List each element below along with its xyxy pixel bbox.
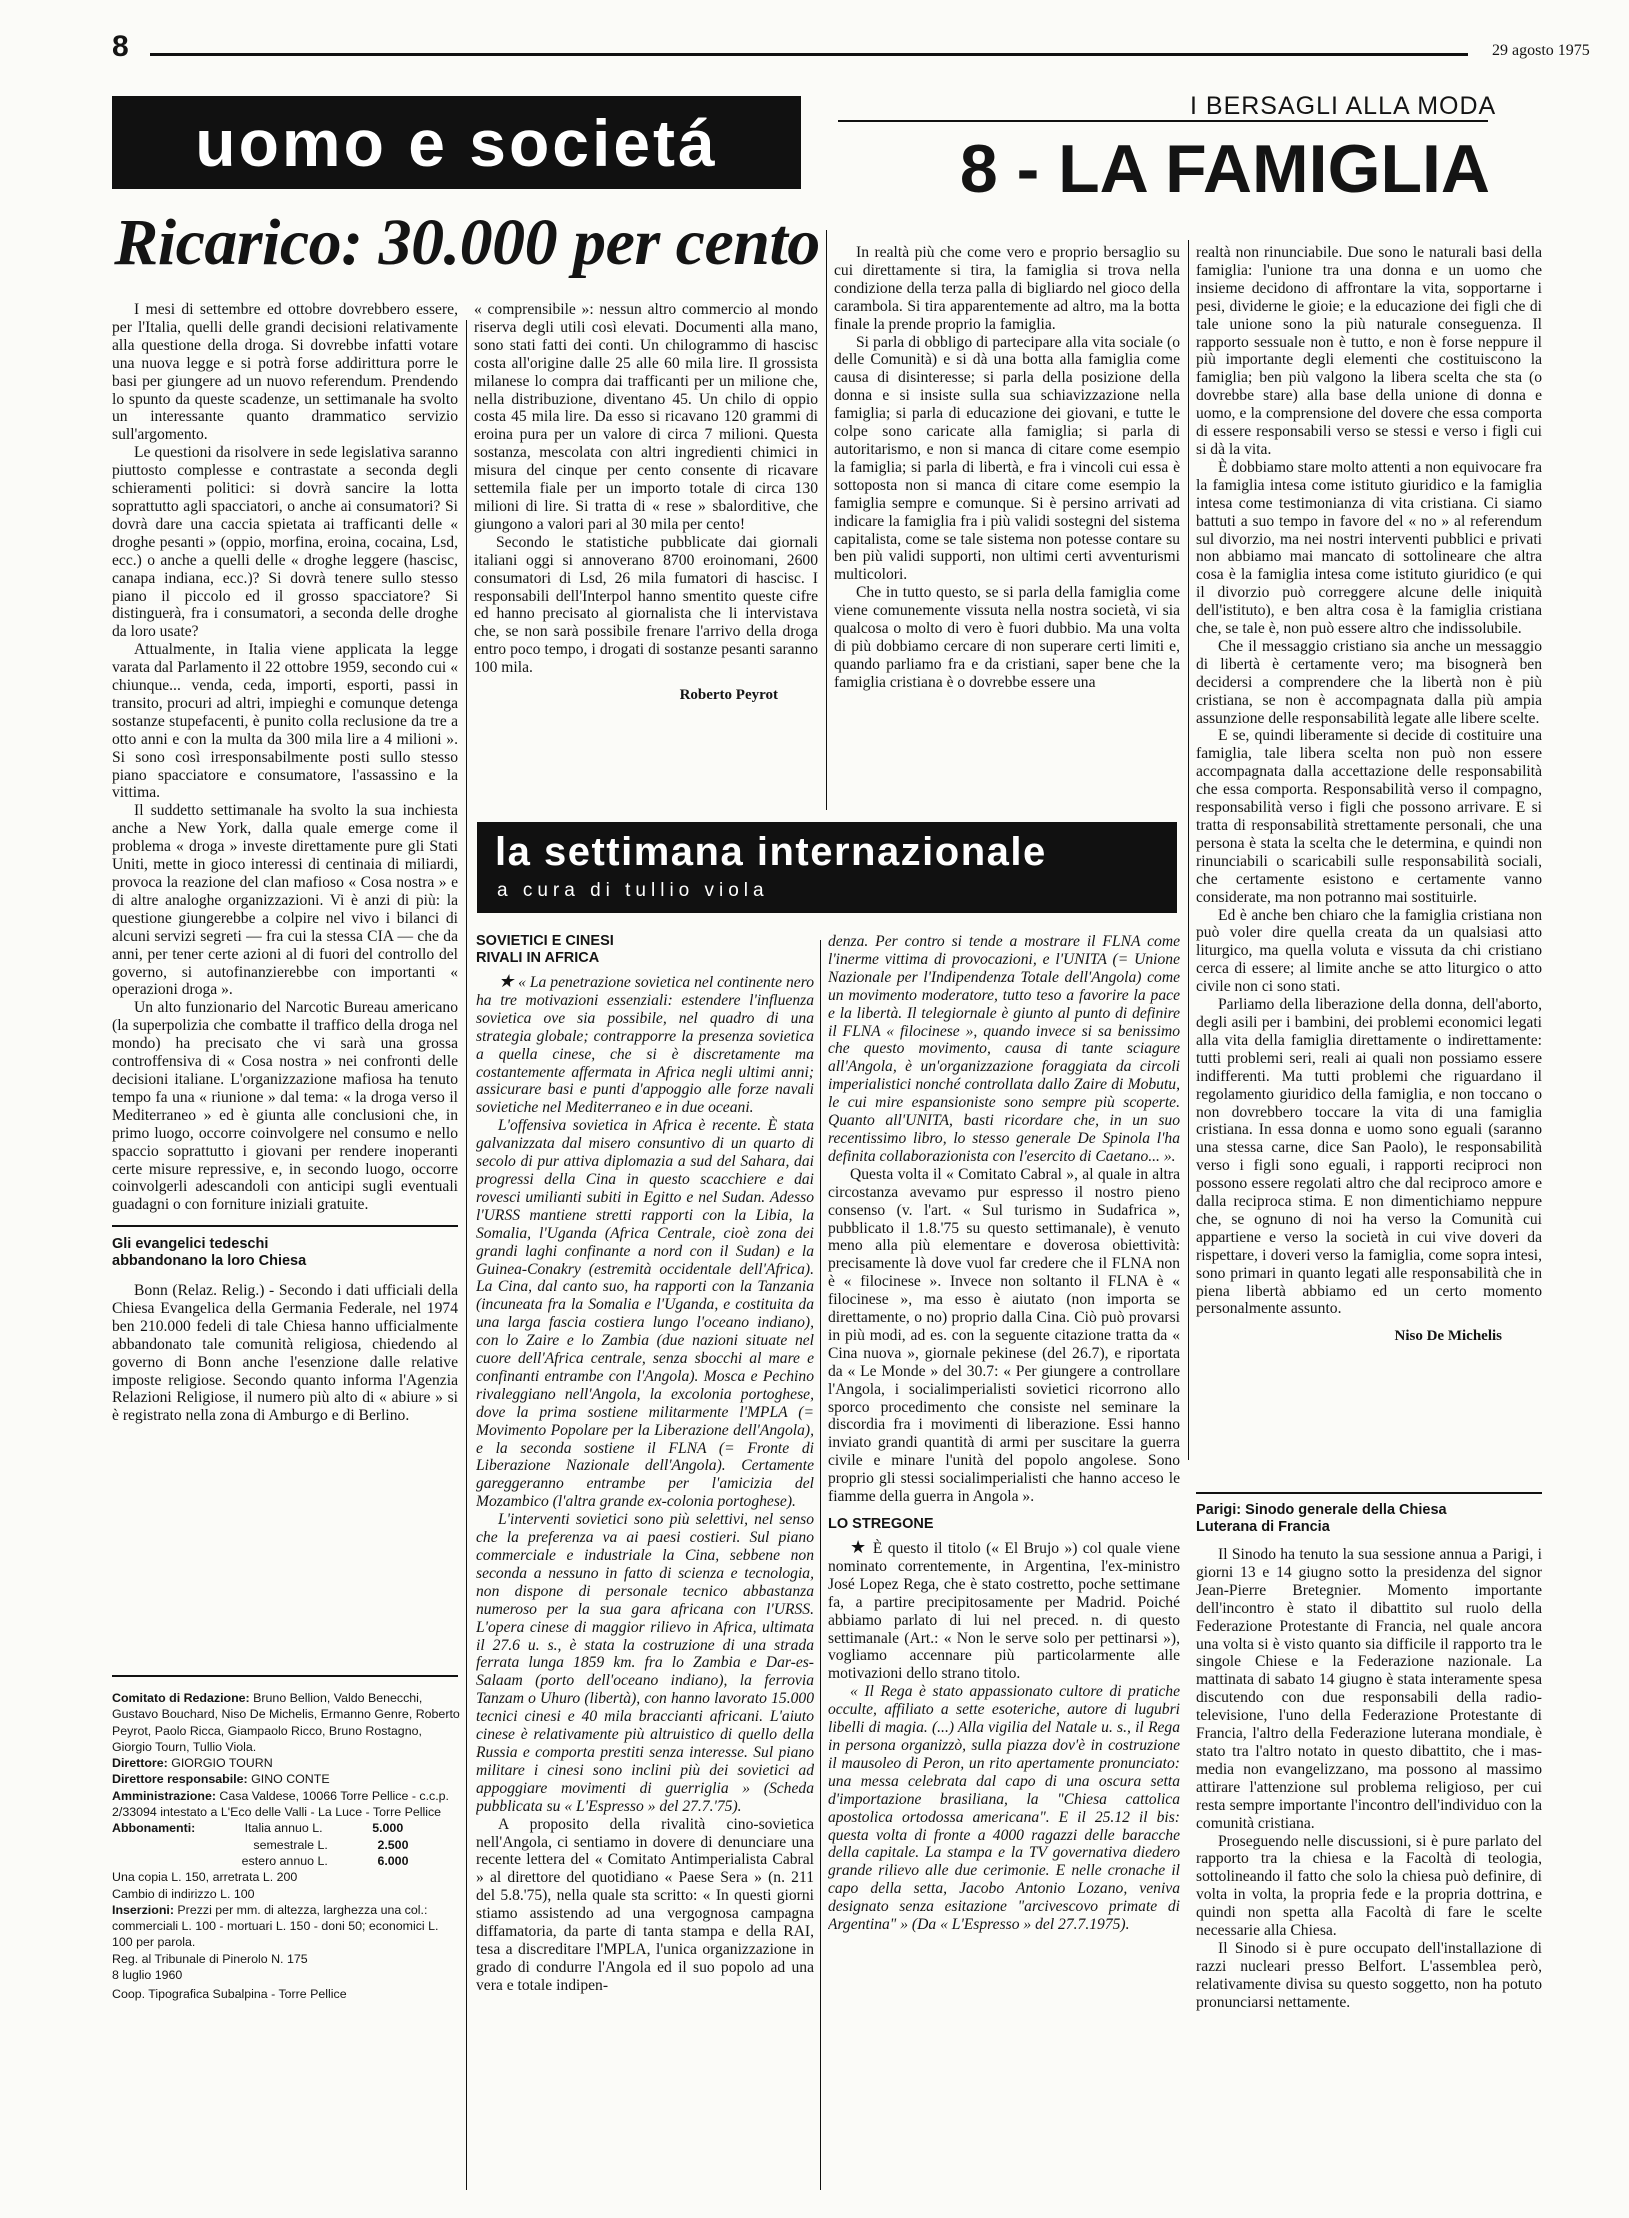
signature: Niso De Michelis (1394, 1328, 1502, 1345)
signature: Roberto Peyrot (679, 687, 778, 704)
credits-text: GINO CONTE (251, 1772, 330, 1787)
famiglia-column-1 (834, 244, 1180, 816)
column-rule (820, 940, 821, 2190)
paragraph: È questo il titolo (« El Brujo ») col quale viene nominato correntemente, in Argentina, l'ex-ministro José Lopez Rega, che è stato costretto, poche settimane fa, a partire precipitosamente per Madrid. Poiché abbiamo parlato di lui nel preced. n. di questo settimanale (Art.: « Non le serve solo per pettinarsi »), vogliamo accennare più particolarmente alle motivazioni dello strano titolo. (828, 1540, 1180, 1683)
credits-text: Coop. Tipografica Subalpina - Torre Pellice (112, 1987, 347, 2002)
credits-label: Comitato di Redazione: (112, 1691, 250, 1705)
paragraph: Che il messaggio cristiano sia anche un messaggio di libertà è certamente vero; ma bisognerà ben decidersi a comprendere che la libertà non è più cristiana, se non è accompagnata dalla più ampia assunzione delle responsabilità legate alle libere scelte. (1196, 637, 1542, 727)
credits-text: Bruno Bellion, Valdo Benecchi, Gustavo Bouchard, Niso De Michelis, Ermanno Genre, Roberto Peyrot, Paolo Ricca, Giampaolo Ricco, Bruno Rostagno, Giorgio Tourn, Tullio Viola. (112, 1691, 460, 1754)
paragraph: Questa volta il « Comitato Cabral », al quale in altra circostanza avevamo pur espresso il nostro pieno consenso (v. l'art. « Sul turismo in Sudafrica », pubblicato il 1.8.'75 su questo settimanale), è venuto meno alla più elementare e doverosa obiettività: precisamente là dove vuol far credere che il FLNA non è « filocinese ». Invece non soltanto il FLNA è « filocinese », ma esso è aiutato (non importa se direttamente, o no) proprio dalla Cina. Ciò può provarsi in più modi, ad es. con la seguente citazione tratta da « Cina nuova », giornale pekinese (del 26.7), e riportata da « Le Monde » del 30.7: « Per giungere a controllare l'Angola, i socialimperialisti sovietici ricorrono allo sporco procedimento che consiste nel seminare la discordia fra i movimenti di liberazione. Essi hanno inviato grandi quantità di armi per suscitare la guerra civile e minare l'unità del popolo angolese. Sono proprio gli stessi socialimperialisti che hanno acceso le fiamme della guerra in Angola ». (828, 1165, 1180, 1506)
abb-currency: L. (312, 1821, 323, 1836)
rubric-banner: uomo e societá (112, 96, 801, 189)
sinodo-title-line-2: Luterana di Francia (1196, 1519, 1330, 1535)
credits-label: Direttore responsabile: (112, 1772, 248, 1787)
paragraph: Il suddetto settimanale ha svolto la sua inchiesta anche a New York, dalla quale emerge come il problema « droga » investe direttamente pure gli Stati Uniti, mette in gioco interessi di centinaia di miliardi, provoca la reazione del clan mafioso « Cosa nostra » e di altre analoghe organizzazioni. Vi è anzi di più: la questione giungerebbe a colpire nel vivo i bilanci di alcuni servizi segreti — fra cui la stessa CIA — che da anni, per tener certe azioni al di fuori del controllo del governo, si autofinanzierebbe con importanti « operazioni droga ». (112, 802, 458, 999)
page-number: 8 (112, 30, 129, 63)
sinodo-title (1196, 1502, 1542, 1536)
ricarico-column-1 (112, 301, 458, 1213)
paragraph: Un alto funzionario del Narcotic Bureau americano (la superpolizia che combatte il traffico della droga nel mondo) ha precisato che vi sarà una grossa controffensiva di « Cosa nostra » nei confronti delle decisioni italiane. L'organizzazione mafiosa ha tenuto tempo fa una « riunione » dal tema: « la droga verso il Mediterraneo » ed è giunta alle conclusioni che, in primo luogo, occorre coinvolgere nel consumo e nello spaccio soprattutto i giovani per rendere inoperanti certe misure repressive, e, in secondo luogo, occorre coinvolgerli adescandoli con anticipi sugli eventuali guadagni o con forniture iniziali gratuite. (112, 999, 458, 1213)
ricarico-headline: Ricarico: 30.000 per cento (114, 206, 820, 279)
settimana-column-1 (476, 933, 814, 2195)
paragraph: Parliamo della liberazione della donna, dell'aborto, degli asili per i bambini, dei problemi economici legati alla vita della famiglia direttamente o indirettamente: tutti problemi seri, reali ai quali non possiamo essere indifferenti. Ma tutti problemi che riguardano il regolamento giuridico della famiglia, e non toccano o non dovrebbero toccare la vita di una famiglia cristiana. In essa donna e uomo sono eguali (saranno una stessa carne, dice San Paolo), le responsabilità verso i figli sono eguali, i rapporti reciproci non possono essere regolati altro che dal reciproco amore e dalla reciproca stima. E non dimentichiamo neppure che, se ognuno di noi ha verso la Comunità cui appartiene e verso la società in cui vive doveri da rispettare, i doveri verso la famiglia, come sopra intesi, sono primari in quanto legati alle responsabilità che in piena libertà abbiamo ed un certo momento personalmente assunto. (1196, 996, 1542, 1318)
paragraph: Le questioni da risolvere in sede legislativa saranno piuttosto complesse e contrastate a seconda degli schieramenti politici: si dovrà sancire la lotta soprattutto agli spacciatori, o anche ai consumatori? Si dovrà dare una caccia spietata ai trafficanti delle « droghe pesanti » (oppio, morfina, eroina, cocaina, Lsd, ecc.) o anche a quelli delle « droghe leggere (hascisc, canapa indiana, ecc.)? Si dovrà tenere sullo stesso piano il piccolo ed il grosso spacciatore? Si distinguerà, fra i consumatori, a seconda delle droghe da loro usate? (112, 444, 458, 641)
abb-amount: 5.000 (372, 1821, 404, 1836)
paragraph: A proposito della rivalità cino-sovietica nell'Angola, ci sentiamo in dovere di denunciare una recente lettera del « Comitato Antimperialista Cabral » al direttore del quotidiano « Paese Sera » (n. 211 del 5.8.'75), nella quale sta scritto: « In questi giorni stiamo assistendo ad una vergognosa campagna diffamatoria, da parte di tanta stampa e della RAI, tesa a discreditare l'MPLA, l'unica organizzazione in grado di condurre l'Angola ed il suo popolo ad una vera e totale indipen- (476, 1815, 814, 1994)
paragraph: È dobbiamo stare molto attenti a non equivocare fra la famiglia intesa come istituto giuridico e la famiglia intesa come testimonianza di vita cristiana. Ci siamo battuti a suo tempo in favore del « no » al referendum sul divorzio, ma nei nostri interventi pubblici e privati non abbiamo mai mancato di sottolineare che altra cosa è la famiglia intesa come istituto giuridico (e qui il divorzio può correggere alcune delle iniquità dell'istituto), e ben altra cosa è la famiglia cristiana che, se tale è, non può essere altro che indissolubile. (1196, 458, 1542, 638)
section-rule (1196, 1492, 1542, 1494)
credits-box (112, 1690, 462, 2003)
credits-rule (112, 1675, 458, 1677)
credits-text: Cambio di indirizzo L. 100 (112, 1886, 255, 1901)
credits-text: Casa Valdese, 10066 Torre Pellice - c.c.p. 2/33094 intestato a L'Eco delle Valli - La Luce - Torre Pellice (112, 1788, 449, 1820)
column-rule (466, 320, 467, 2190)
paragraph: Secondo le statistiche pubblicate dai giornali italiani oggi si annoverano 8700 eroinomani, 2600 consumatori di Lsd, 26 mila fumatori di hascisc. I responsabili dell'Interpol hanno smentito queste cifre ed hanno precisato al giornalista che li intervistava che, se non sarà possibile frenare l'arrivo della droga entro poco tempo, i drogati di sostanze pesanti saranno 100 mila. (474, 533, 818, 677)
paragraph: « Il Rega è stato appassionato cultore di pratiche occulte, affiliato a sette esoteriche, autore di lugubri libelli di magia. (...) Alla vigilia del Natale u. s., il Rega in persona organizzò, sulla piazza dov'è in costruzione il mausoleo di Peron, un rito apertamente pronunciato: una messa celebrata dal capo di una oscura setta d'importazione brasiliana, la "Chiesa cattolica apostolica ortodossa americana". E il 25.12 il bis: questa volta di fronte a 4000 ragazzi delle baracche della capitale. La stampa e la TV governativa diedero grande rilievo alle due cerimonie. E nelle cronache il capo della setta, Jacobo Antonio Lozano, veniva designato senza esitazione "arcivescovo primate di Argentina" » (Da « L'Espresso » del 27.7.1975). (828, 1683, 1180, 1934)
paragraph: denza. Per contro si tende a mostrare il FLNA come l'inerme vittima di provocazioni, e l'UNITA (= Unione Nazionale per l'Indipendenza Totale dell'Angola) come un movimento moderatore, tutto teso a favorire la pace e la libertà. Il telegiornale è giunto al punto di definire il FLNA « filocinese », quando invece si sa benissimo che questo movimento, causa di tante sciagure all'Angola, è un'organizzazione foraggiata da circoli imperialistici nonché controllata dallo Zaire di Mobutu, le cui mire espansioniste sono sempre più scoperte. Quanto all'UNITA, basti ricordare che, in un suo recentissimo libro, lo stesso generale De Spinola l'ha definita collaborazionista con l'esercito di Caetano... ». (828, 933, 1180, 1165)
paragraph: Che in tutto questo, se si parla della famiglia come viene comunemente vissuta nella nostra società, vi sia qualcosa o molto di vero è fuori dubbio. Ma una volta di più dobbiamo cercare di non superare certi limiti e, quando parliamo fra e da cristiani, saper bene che la famiglia cristiana è o dovrebbe essere una (834, 584, 1180, 691)
paragraph: E se, quindi liberamente si decide di costituire una famiglia, tale libera scelta non può non essere accompagnata dalla accettazione delle responsabilità che essa comporta. Responsabilità verso il compagno, responsabilità verso i figli che possono arrivare. E si tratta di responsabilità strettamente personali, che una persona è stata la scelta che le determina, e quindi non rinunciabili o scaricabili sulle responsabilità sociali, che certamente esistono e certamente vanno considerate, ma non potranno mai sostituirle. (1196, 727, 1542, 906)
sovietici-headline-line-2: RIVALI IN AFRICA (476, 950, 600, 966)
ricarico-column-2 (474, 301, 818, 801)
paragraph: Ed è anche ben chiaro che la famiglia cristiana non può voler dire quella creata da un qualsiasi atto liturgico, ma quella voluta e vissuta da chi cristiano cerca di essere; al limite anche se atto liturgico o atto civile non ci sono stati. (1196, 906, 1542, 996)
credits-label: Abbonamenti: (112, 1821, 196, 1836)
credits-text: Prezzi per mm. di altezza, larghezza una col.: commerciali L. 100 - mortuari L. 150 - doni 50; economici L. 100 per parola. (112, 1902, 439, 1950)
paragraph: L'offensiva sovietica in Africa è recente. È stata galvanizzata dal misero consuntivo di un quarto di secolo di pur attiva diplomazia a sud del Sahara, dai progressi della Cina in questo scacchiere e dai rovesci umilianti subiti in Egitto e nel Sudan. Adesso l'URSS mantiene stretti rapporti con la Libia, la Somalia, l'Uganda (Africa Centrale, cioè zona dei grandi laghi confinante a nord con il Sudan) e la Guinea-Conakry (estremità occidentale dell'Africa). La Cina, dal canto suo, ha rapporti con la Tanzania (incuneata fra la Somalia e l'Uganda, e costituita da una larga fascia costiera lungo l'oceano indiano), con lo Zaire e lo Zambia (due nazioni situate nel cuore dell'Africa centrale, senza sbocchi al mare e confinanti entrambe con l'Angola). Mosca e Pechino rivaleggiano nell'Angola, la excolonia portoghese, dove la prima sostiene militarmente l'MPLA (= Movimento Popolare per la Liberazione dell'Angola), e la seconda sostiene il FLNA (= Fronte di Liberazione Nazionale dell'Angola). Certamente gareggeranno entrambe per l'amicizia del Mozambico (l'altra grande ex-colonia portoghese). (476, 1117, 814, 1511)
abb-label: estero annuo (241, 1853, 314, 1868)
paragraph: Bonn (Relaz. Relig.) - Secondo i dati ufficiali della Chiesa Evangelica della Germania Federale, nel 1974 ben 210.000 fedeli di tale Chiesa hanno ufficialmente abbandonato tale comunità religiosa, chiedendo al governo di Bonn anche l'esenzione dalle relative imposte religiose. Secondo quanto informa l'Agenzia Relazioni Religiose, il numero più alto di « abiure » si è registrato nella zona di Amburgo e di Berlino. (112, 1282, 458, 1425)
credits-label: Amministrazione: (112, 1788, 216, 1803)
paragraph: Il Sinodo ha tenuto la sua sessione annua a Parigi, i giorni 13 e 14 giugno sotto la presidenza del signor Jean-Pierre Bretegnier. Momento importante dell'incontro è stato il dibattito sul ruolo della Federazione Protestante di Francia, nel quale ancora una volta si è visto quanto sia difficile il rapporto tra le singole Chiese e la Federazione nazionale. La mattinata di sabato 14 giugno è stata interamente spesa discutendo con due responsabili della radio-televisione, l'uno della Federazione Protestante di Francia, l'altro della Federazione luterana mondiale, è stato tra l'altro notato in questo dibattito, che i mas-media non evangelizzano, ma possono al massimo attirare l'attenzione sul problema religioso, per cui resta sempre importante l'incontro dell'individuo con la comunità cristiana. (1196, 1546, 1542, 1832)
star-icon: ★ (498, 971, 515, 991)
credits-text: 8 luglio 1960 (112, 1968, 183, 1983)
abb-currency: L. (317, 1837, 328, 1852)
evangelici-title-line-1: Gli evangelici tedeschi (112, 1236, 269, 1252)
star-icon: ★ (850, 1537, 868, 1557)
credits-text: Reg. al Tribunale di Pinerolo N. 175 (112, 1951, 308, 1966)
paragraph: Attualmente, in Italia viene applicata la legge varata dal Parlamento il 22 ottobre 1959, secondo cui « chiunque... venda, ceda, importi, esporti, passi in transito, procuri ad altri, impieghi e comunque detenga sostanze stupefacenti, è punito colla reclusione da tre a otto anni e con la multa da 300 mila lire a 4 milioni ». Si sono così irresponsabilmente posti sullo stesso piano spacciatore e consumatore, l'assassino e la vittima. (112, 641, 458, 802)
abb-currency: L. (317, 1853, 328, 1868)
sovietici-headline-line-1: SOVIETICI E CINESI (476, 933, 614, 949)
credits-text: GIORGIO TOURN (171, 1756, 273, 1771)
header-rule (150, 53, 1468, 56)
famiglia-top-rule (838, 120, 1488, 122)
settimana-banner (477, 822, 1177, 913)
column-rule (826, 230, 827, 810)
page-date: 29 agosto 1975 (1492, 42, 1590, 59)
paragraph: « comprensibile »: nessun altro commercio al mondo riserva degli utili così elevati. Documenti alla mano, sono stati fatti dei conti. Un chilogrammo di hascisc costa all'origine dalle 25 alle 60 mila lire. Il grossista milanese lo compra dai trafficanti per un milione che, nella distribuzione, diventano 45. Un chilo di oppio costa 45 mila lire. Da esso si ricavano 120 grammi di eroina pura per un valore di circa 7 milioni. Questa sostanza, mescolata con altri ingredienti chimici in misura del cinque per cento consente di ricavare settemila fiale per un importo totale di circa 130 milioni di lire. Si tratta di « rese » sbalorditive, che giungono a valori pari al 30 mila per cento! (474, 301, 818, 533)
settimana-subtitle: a cura di tullio viola (497, 880, 769, 901)
paragraph: realtà non rinunciabile. Due sono le naturali basi della famiglia: l'unione tra una donna e un uomo che insieme decidono di affrontare la vita, sopportarne i pesi, dividerne le gioie; e la educazione dei figli che di tale unione sono la più naturale conseguenza. Il rapporto sessuale non è tutto, e non è forse neppure il più importante degli elementi che costituiscono la famiglia; ben più valgono la libera scelta che sta (o dovrebbe stare) alla base della unione di donna e uomo, e la comprensione del dovere che essa comporta di essere responsabili verso se stessi e verso i figli cui si dà la vita. (1196, 244, 1542, 458)
sinodo-article (1196, 1502, 1542, 2202)
abb-amount: 6.000 (377, 1853, 409, 1868)
settimana-title: la settimana internazionale (495, 830, 1047, 874)
paragraph: Proseguendo nelle discussioni, si è pure parlato del rapporto tra la chiesa e la Facoltà di teologia, sottolineando il fatto che solo la chiesa può definire, di volta in volta, la propria fede e la propria dottrina, e quindi non spetta alla Facoltà di fare le scelte necessarie alla Chiesa. (1196, 1832, 1542, 1940)
evangelici-title (112, 1236, 458, 1270)
evangelici-title-line-2: abbandonano la loro Chiesa (112, 1253, 307, 1269)
famiglia-title: 8 - LA FAMIGLIA (959, 131, 1490, 207)
stregone-headline: LO STREGONE (828, 1516, 934, 1532)
settimana-column-2 (828, 933, 1180, 2195)
sovietici-headline (476, 933, 814, 967)
sinodo-title-line-1: Parigi: Sinodo generale della Chiesa (1196, 1502, 1447, 1518)
paragraph: In realtà più che come vero e proprio bersaglio su cui direttamente si tira, la famiglia si trova nella condizione della terza palla di bigliardo nel gioco della carambola. Si tira apparentemente ad altro, ma la botta finale la prende proprio la famiglia. (834, 244, 1180, 333)
column-rule (1188, 240, 1189, 1460)
section-rule (112, 1225, 458, 1227)
famiglia-kicker: I BERSAGLI ALLA MODA (1190, 92, 1497, 120)
paragraph: « La penetrazione sovietica nel continente nero ha tre motivazioni essenziali: estendere l'influenza sovietica ove sia possibile, nel quadro di una strategia globale; contrapporre la presenza sovietica a quella cinese, che si è discretamente ma costantemente affermata in Africa negli ultimi anni; assicurare basi e punti d'appoggio alle forze navali sovietiche nel Mediterraneo e in due oceani. (476, 974, 814, 1117)
paragraph: I mesi di settembre ed ottobre dovrebbero essere, per l'Italia, quelli delle grandi decisioni relativamente alla questione della droga. Si dovrebbe infatti votare una nuova legge e si potrà forse addirittura porre le basi per giungere ad un nuovo referendum. Prendendo lo spunto da queste scadenze, un settimanale ha svolto un interessante quanto drammatico servizio sull'argomento. (112, 301, 458, 444)
paragraph: L'interventi sovietici sono più selettivi, nel senso che la preferenza va ai paesi costieri. Sul piano commerciale e industriale la Cina, sebbene non seconda a nessuno in fatto di scienza e tecnologia, non dispone di personale tecnico abbastanza numeroso per la sua gara africana con l'URSS. L'opera cinese di maggior rilievo in Africa, ultimata il 27.6 u. s., è stata la costruzione di una strada ferrata lunga 1859 km. fra lo Zambia e Dar-es-Salaam (porto dell'oceano indiano), la ferrovia Tanzam o Uhuro (libertà), con hanno lavorato 15.000 tecnici cinesi e 40 mila braccianti africani. L'aiuto cinese è relativamente più altruistico di quello della Russia e comporta prestiti senza interesse. Sul piano militare i cinesi sono inclini più dei sovietici ad appoggiare movimenti di guerriglia » (Scheda pubblicata su « L'Espresso » del 27.7.'75). (476, 1511, 814, 1815)
evangelici-article (112, 1236, 458, 1656)
paragraph: Si parla di obbligo di partecipare alla vita sociale (o delle Comunità) e si dà una botta alla famiglia come causa di disinteresse; si parla della posizione della donna e si insiste sulla sua schiavizzazione nella famiglia; si parla di educazione dei giovani, e tutte le colpe sono caricate alla famiglia; si parla di autoritarismo, e non si manca di citare come esempio la famiglia; si parla di libertà, e fra i vincoli cui essa è sottoposta non si manca di citare come esempio la famiglia sempre e comunque. Si è persino arrivati ad indicare la famiglia fra i più validi sostegni del sistema capitalista, come se tale sistema non potesse contare su ben più validi supporti, non ultimi certi avventurismi multicolori. (834, 333, 1180, 584)
credits-text: Una copia L. 150, arretrata L. 200 (112, 1870, 298, 1885)
famiglia-column-2 (1196, 244, 1542, 1478)
abb-label: Italia annuo (244, 1821, 309, 1836)
credits-label: Direttore: (112, 1756, 168, 1771)
abb-label: semestrale (253, 1837, 314, 1852)
credits-label: Inserzioni: (112, 1902, 174, 1917)
abb-amount: 2.500 (377, 1837, 409, 1852)
paragraph: Il Sinodo si è pure occupato dell'installazione di razzi nucleari presso Belfort. L'assemblea però, relativamente divisa su questo soggetto, non ha potuto pronunciarsi nettamente. (1196, 1939, 1542, 2011)
